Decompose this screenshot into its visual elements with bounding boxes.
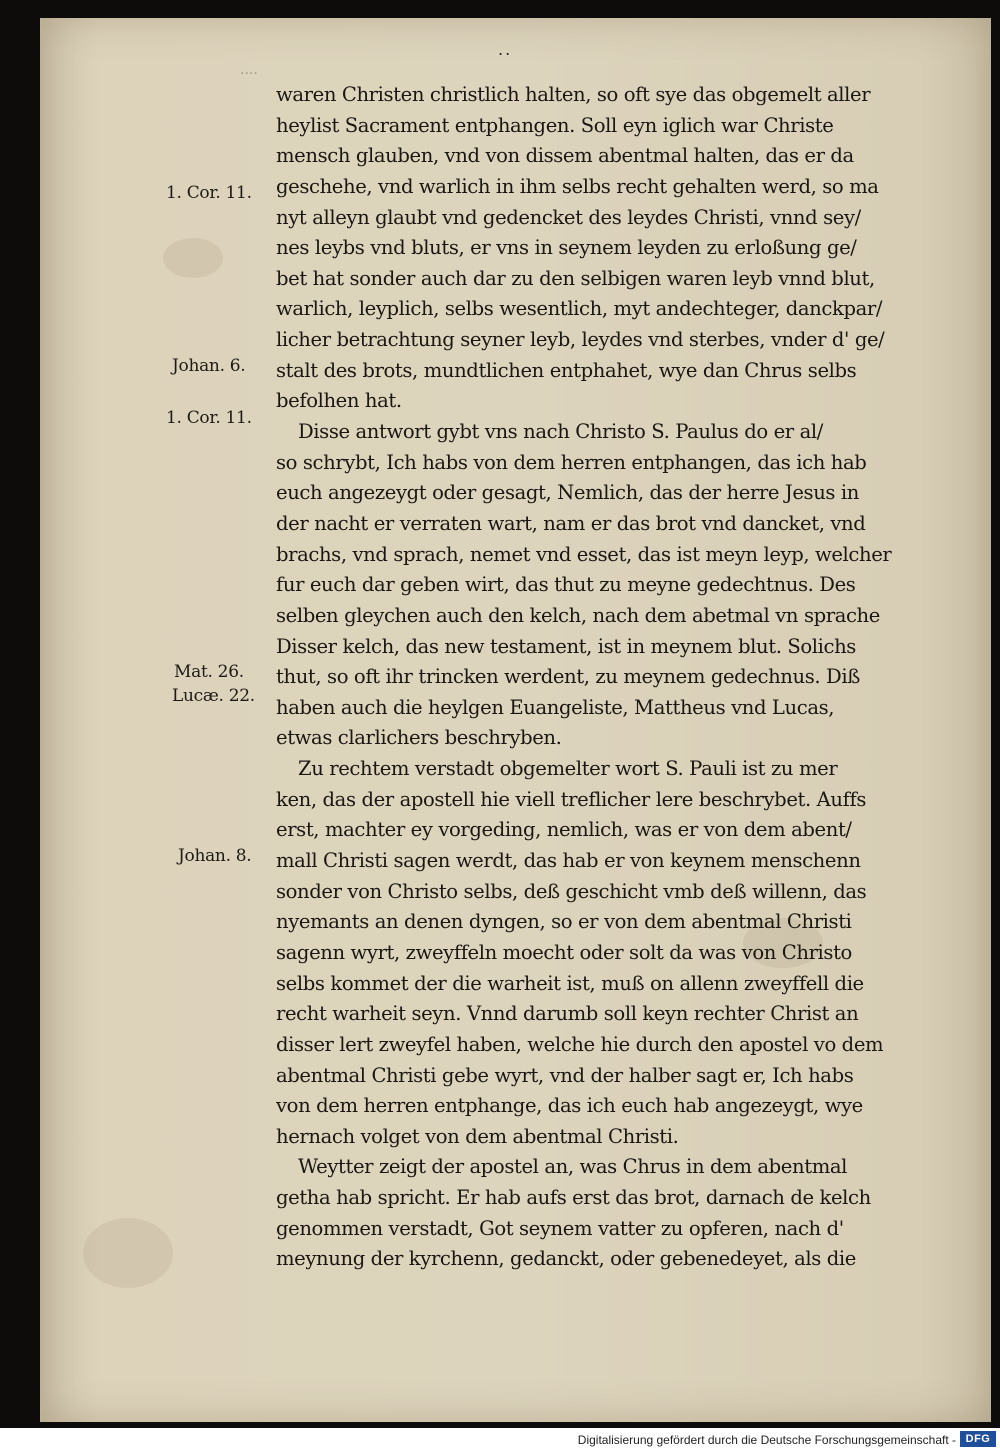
text-line: von dem herren entphange, das ich euch hab angezeygt, wye: [276, 1094, 863, 1118]
text-line: thut, so oft ihr trincken werdent, zu meynem gedechnus. Diß: [276, 665, 860, 689]
text-line: heylist Sacrament entphangen. Soll eyn iglich war Christe: [276, 113, 834, 137]
text-line: nyemants an denen dyngen, so er von dem abentmal Christi: [276, 910, 852, 934]
margin-note-johan6: Johan. 6.: [172, 356, 246, 376]
bleed-through-text: ....: [240, 62, 258, 78]
stain: [83, 1218, 173, 1288]
text-line: Weytter zeigt der apostel an, was Chrus in dem abentmal: [298, 1155, 848, 1179]
stain: [163, 238, 223, 278]
text-line: Disser kelch, das new testament, ist in meynem blut. Solichs: [276, 634, 856, 658]
margin-note-1cor11-b: 1. Cor. 11.: [166, 408, 252, 428]
margin-note-mat26: Mat. 26.: [174, 662, 244, 682]
text-line: waren Christen christlich halten, so oft sye das obgemelt aller: [276, 83, 871, 106]
footer-bar: [0, 1428, 1000, 1452]
margin-note-johan8: Johan. 8.: [178, 846, 252, 866]
text-line: mall Christi sagen werdt, das hab er von keynem menschenn: [276, 849, 861, 873]
text-line: warlich, leyplich, selbs wesentlich, myt andechteger, danckpar/: [276, 297, 883, 321]
text-line: nyt alleyn glaubt vnd gedencket des leydes Christi, vnnd sey/: [276, 205, 861, 229]
text-line: so schrybt, Ich habs von dem herren entphangen, das ich hab: [276, 450, 867, 474]
margin-note-lucae22: Lucæ. 22.: [172, 686, 255, 706]
text-line: meynung der kyrchenn, gedanckt, oder gebenedeyet, als die: [276, 1247, 856, 1271]
text-line: ken, das der apostell hie viell treflicher lere beschrybet. Auffs: [276, 787, 866, 811]
text-line: mensch glauben, vnd von dissem abentmal halten, das er da: [276, 144, 854, 168]
dfg-credit: Digitalisierung gefördert durch die Deutsche Forschungsgemeinschaft -: [577, 1433, 956, 1447]
text-line: licher betrachtung seyner leyb, leydes vnd sterbes, vnder d' ge/: [276, 328, 885, 352]
text-line: euch angezeygt oder gesagt, Nemlich, das der herre Jesus in: [276, 481, 859, 505]
text-line: stalt des brots, mundtlichen entphahet, wye dan Chrus selbs: [276, 358, 857, 382]
text-line: sonder von Christo selbs, deß geschicht vmb deß willenn, das: [276, 879, 867, 903]
text-line: brachs, vnd sprach, nemet vnd esset, das ist meyn leyp, welcher: [276, 542, 892, 566]
text-column: [276, 80, 960, 1275]
margin-note-1cor11: 1. Cor. 11.: [166, 183, 252, 203]
text-line: etwas clarlichers beschryben.: [276, 726, 562, 750]
text-line: getha hab spricht. Er hab aufs erst das brot, darnach de kelch: [276, 1186, 871, 1210]
text-line: selbs kommet der die warheit ist, muß on allenn zweyffell die: [276, 971, 864, 995]
text-line: sagenn wyrt, zweyffeln moecht oder solt da was von Christo: [276, 940, 852, 964]
header-mark: ..: [498, 40, 513, 59]
text-line: fur euch dar geben wirt, das thut zu meyne gedechtnus. Des: [276, 573, 856, 597]
dfg-logo: DFG: [960, 1431, 996, 1447]
text-line: hernach volget von dem abentmal Christi.: [276, 1124, 679, 1148]
text-line: disser lert zweyfel haben, welche hie durch den apostel vo dem: [276, 1032, 884, 1056]
text-line: erst, machter ey vorgeding, nemlich, was er von dem abent/: [276, 818, 852, 842]
text-line: abentmal Christi gebe wyrt, vnd der halber sagt er, Ich habs: [276, 1063, 854, 1087]
text-line: Disse antwort gybt vns nach Christo S. Paulus do er al/: [298, 420, 823, 444]
text-line: bet hat sonder auch dar zu den selbigen waren leyb vnnd blut,: [276, 266, 875, 290]
text-line: nes leybs vnd bluts, er vns in seynem leyden zu erloßung ge/: [276, 236, 857, 260]
text-line: Zu rechtem verstadt obgemelter wort S. Pauli ist zu mer: [298, 757, 838, 781]
text-line: genommen verstadt, Got seynem vatter zu opferen, nach d': [276, 1216, 844, 1240]
text-line: selben gleychen auch den kelch, nach dem abetmal vn sprache: [276, 603, 880, 627]
text-line: der nacht er verraten wart, nam er das brot vnd dancket, vnd: [276, 511, 866, 535]
text-line: recht warheit seyn. Vnnd darumb soll keyn rechter Christ an: [276, 1002, 859, 1026]
text-line: haben auch die heylgen Euangeliste, Mattheus vnd Lucas,: [276, 695, 835, 719]
text-line: geschehe, vnd warlich in ihm selbs recht gehalten werd, so ma: [276, 174, 879, 198]
text-line: befolhen hat.: [276, 389, 402, 413]
